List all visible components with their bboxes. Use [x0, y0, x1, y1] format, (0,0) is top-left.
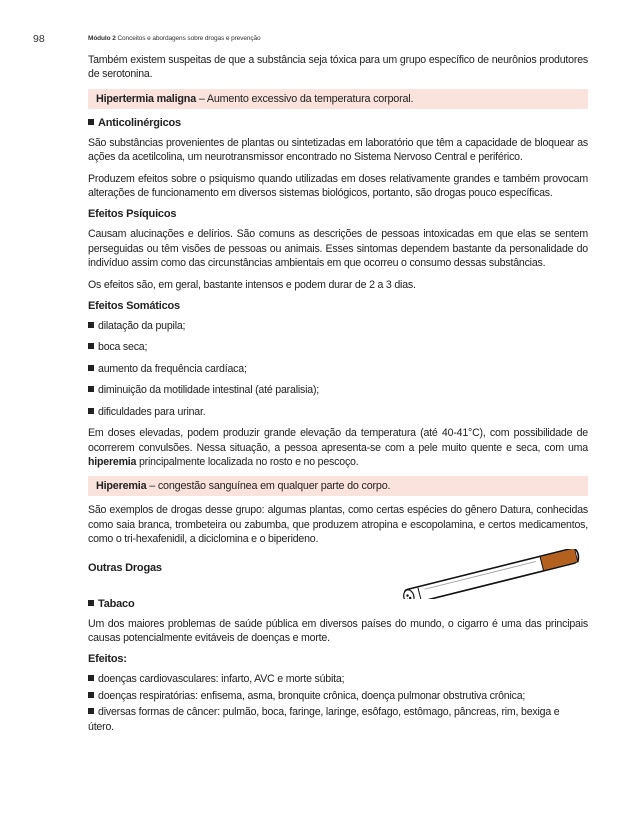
definition-text: – congestão sanguínea em qualquer parte do corpo.: [146, 480, 391, 493]
definition-term: Hipertermia maligna: [96, 92, 197, 105]
section-title-anticolinergicos: [88, 116, 588, 130]
tabaco-effects-list: [88, 672, 588, 734]
bullet-square-icon: [88, 692, 94, 698]
list-item-text: dilatação da pupila;: [98, 320, 186, 333]
list-item: [88, 689, 588, 703]
section-title-text: Anticolinérgicos: [98, 116, 181, 129]
paragraph: São substâncias provenientes de plantas ou sintetizadas em laboratório que têm a capacidade de bloquear as ações da acetilcolina, um neurotransmissor encontrado no Sistema Nervoso Central e periférico.: [88, 136, 588, 164]
bullet-square-icon: [88, 708, 94, 714]
list-item-text: aumento da frequência cardíaca;: [98, 362, 247, 375]
paragraph: Causam alucinações e delírios. São comuns as descrições de pessoas intoxicadas em que elas se sentem perseguidas ou têm visões de pessoas ou animais. Esses sintomas dependem bastante da personalidade do indivíduo assim como das circunstâncias ambientais em que ocorreu o consumo dessas substâncias.: [88, 228, 588, 270]
bullet-square-icon: [88, 675, 94, 681]
module-title: Conceitos e abordagens sobre drogas e prevenção: [117, 35, 261, 42]
bullet-square-icon: [88, 408, 94, 414]
paragraph-text: Em doses elevadas, podem produzir grande elevação da temperatura (até 40-41°C), com possibilidade de ocorrerem convulsões. Nessa situação, a pessoa apresenta-se com a pele muito quente e seca, com uma: [88, 427, 588, 454]
paragraph: Um dos maiores problemas de saúde pública em diversos países do mundo, o cigarro é uma das principais causas potencialmente evitáveis de doenças e morte.: [88, 617, 588, 644]
list-item-text: diversas formas de câncer: pulmão, boca, faringe, laringe, esôfago, estômago, pâncreas, rim, bexiga e útero.: [88, 706, 560, 733]
paragraph: Os efeitos são, em geral, bastante intensos e podem durar de 2 a 3 dias.: [88, 278, 416, 291]
list-item: [88, 319, 588, 333]
paragraph-doses-elevadas: [88, 426, 588, 469]
definition-text: – Aumento excessivo da temperatura corporal.: [196, 92, 414, 105]
running-header: [88, 35, 261, 42]
definition-box-hipertermia: [88, 89, 588, 109]
highlighted-term: hiperemia: [88, 455, 137, 468]
somatic-effects-list: [88, 319, 588, 419]
bullet-square-icon: [88, 322, 94, 328]
list-item-text: boca seca;: [98, 341, 148, 354]
subsection-title-efeitos-somaticos: Efeitos Somáticos: [88, 300, 180, 313]
paragraph: Produzem efeitos sobre o psiquismo quando utilizadas em doses relativamente grandes e também provocam alterações de funcionamento em diversos sistemas biológicos, portanto, são drogas pouco específicas.: [88, 172, 588, 200]
list-item-text: diminuição da motilidade intestinal (até paralisia);: [98, 384, 320, 397]
list-item: [88, 705, 588, 734]
list-item: [88, 362, 588, 376]
definition-term: Hiperemia: [96, 480, 147, 493]
intro-paragraph: Também existem suspeitas de que a substância seja tóxica para um grupo específico de neurônios produtores de serotonina.: [88, 54, 588, 81]
list-item: [88, 340, 588, 354]
paragraph-text: principalmente localizada no rosto e no pescoço.: [136, 455, 359, 468]
page-number: 98: [33, 33, 45, 45]
subsection-title-efeitos: Efeitos:: [88, 653, 127, 666]
section-title-tabaco: [88, 597, 588, 611]
list-item: [88, 383, 588, 397]
bullet-square-icon: [88, 343, 94, 349]
cigarette-illustration: [393, 549, 603, 599]
bullet-square-icon: [88, 600, 94, 606]
outras-drogas-row: [88, 557, 588, 597]
subsection-title-efeitos-psiquicos: Efeitos Psíquicos: [88, 208, 177, 221]
bullet-square-icon: [88, 365, 94, 371]
module-label: Módulo 2: [88, 35, 116, 42]
definition-box-hiperemia: [88, 476, 588, 496]
list-item-text: doenças cardiovasculares: infarto, AVC e morte súbita;: [98, 673, 345, 686]
section-title-outras-drogas: Outras Drogas: [88, 561, 162, 574]
bullet-square-icon: [88, 119, 94, 125]
list-item-text: dificuldades para urinar.: [98, 405, 206, 418]
bullet-square-icon: [88, 386, 94, 392]
list-item-text: doenças respiratórias: enfisema, asma, bronquite crônica, doença pulmonar obstrutiva crônica;: [98, 689, 526, 702]
list-item: [88, 672, 588, 686]
section-title-text: Tabaco: [98, 597, 135, 610]
page-content: [88, 53, 588, 736]
paragraph-exemplos: São exemplos de drogas desse grupo: algumas plantas, como certas espécies do gênero Datura, conhecidas como saia branca, trombeteira ou zabumba, que produzem atropina e escopolamina, e certos medicamentos, como o tri-hexafenidil, a diciclomina e o biperideno.: [88, 504, 588, 546]
list-item: [88, 405, 588, 419]
